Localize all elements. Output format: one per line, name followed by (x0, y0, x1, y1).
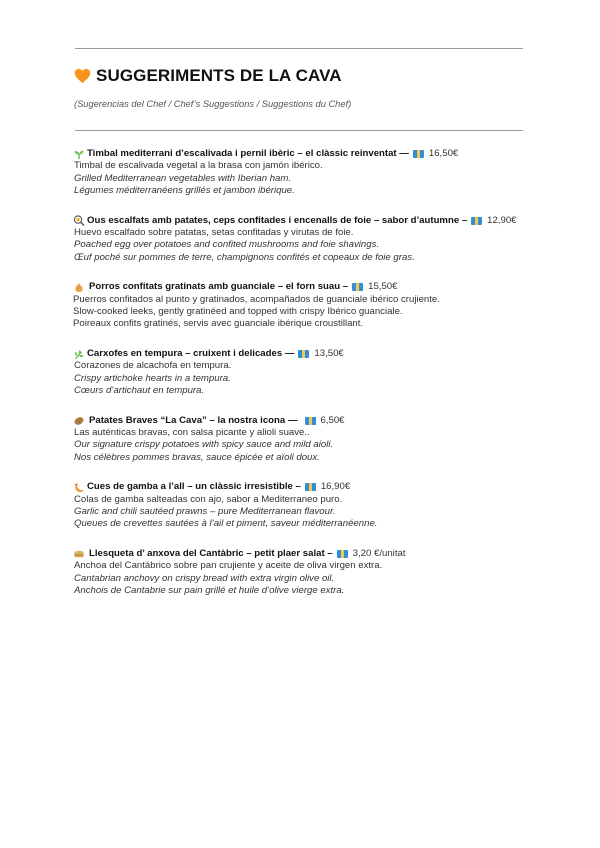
item-price: 15,50€ (352, 281, 397, 293)
euro-banknote-icon (305, 483, 316, 491)
euro-banknote-icon (352, 283, 363, 291)
item-description-es: Puerros confitados al punto y gratinados, acompañados de guanciale ibérico crujiente. (73, 293, 440, 305)
menu-item-title (73, 348, 593, 360)
menu-item (73, 281, 593, 331)
page-title (74, 66, 342, 86)
item-price: 12,90€ (471, 215, 516, 227)
item-description-fr: Légumes méditerranéens grillés et jambon ibérique. (74, 185, 295, 197)
euro-banknote-icon (413, 150, 424, 158)
frying-pan-egg-icon (73, 215, 85, 226)
item-name: Llesqueta d’ anxova del Cantàbric – petit plaer salat – (89, 547, 333, 559)
menu-item (73, 348, 593, 398)
sandwich-icon (73, 548, 85, 559)
item-description-es: Corazones de alcachofa en tempura. (74, 360, 232, 372)
item-description-en: Poached egg over potatoes and confited mushrooms and foie shavings. (74, 239, 380, 251)
menu-item (73, 215, 593, 265)
item-price: 16,50€ (413, 148, 458, 160)
item-description-en: Cantabrian anchovy on crispy bread with extra virgin olive oil. (74, 572, 335, 584)
item-price: 13,50€ (298, 348, 343, 360)
item-description-en: Grilled Mediterranean vegetables with Iberian ham. (74, 172, 292, 184)
onion-icon (73, 282, 85, 293)
item-description-fr: Poireaux confits gratinés, servis avec guanciale ibérique croustillant. (73, 318, 364, 330)
menu-item-title (73, 548, 593, 560)
item-name: Timbal mediterrani d’escalivada i pernil ibèric – el clàssic reinventat — (87, 148, 409, 159)
item-name: Ous escalfats amb patates, ceps confitades i encenalls de foie – sabor d’autumne – (87, 214, 468, 226)
item-name: Porros confitats gratinats amb guanciale – el forn suau – (89, 281, 349, 293)
item-description-es: Colas de gamba salteadas con ajo, sabor a Mediterraneo puro. (74, 493, 343, 505)
menu-item (73, 148, 593, 198)
top-divider (75, 48, 523, 49)
euro-banknote-icon (337, 550, 348, 558)
menu-item-title (73, 148, 593, 160)
menu-item-title (73, 281, 593, 293)
menu-item-title (73, 481, 593, 493)
menu-item-title (73, 415, 593, 427)
item-price: 6,50€ (305, 415, 345, 427)
orange-heart-icon (74, 68, 91, 84)
menu-item (73, 415, 593, 465)
menu-item (73, 481, 593, 531)
item-description-es: Huevo escalfado sobre patatas, setas confitadas y virutas de foie. (74, 227, 354, 239)
item-description-en: Our signature crispy potatoes with spicy sauce and mild aioli. (74, 439, 334, 451)
fried-shrimp-icon (73, 482, 85, 493)
item-description-fr: Nos célèbres pommes bravas, sauce épicée et aïoli doux. (74, 451, 320, 463)
item-price: 16,90€ (305, 481, 350, 493)
item-description-en: Garlic and chili sautéed prawns – pure Mediterranean flavour. (74, 505, 336, 517)
item-name: Carxofes en tempura – cruixent i delicades — (87, 347, 295, 359)
section-divider (75, 130, 523, 131)
item-description-en: Crispy artichoke hearts in a tempura. (74, 372, 231, 384)
seedling-icon (73, 149, 85, 160)
euro-banknote-icon (305, 417, 316, 425)
menu-item-title (73, 215, 593, 227)
item-description-en: Slow-cooked leeks, gently gratinéed and topped with crispy Ibérico guanciale. (73, 306, 403, 318)
item-description-fr: Queues de crevettes sautées à l’ail et piment, saveur méditerranéenne. (74, 518, 378, 530)
page-subtitle: (Sugerencias del Chef / Chef’s Suggestions / Suggestions du Chef) (74, 99, 352, 109)
item-price: 3,20 €/unitat (337, 548, 406, 560)
item-description-es: Timbal de escalivada vegetal a la brasa con jamón ibérico. (74, 160, 323, 172)
item-name: Cues de gamba a l’all – un clàssic irresistible – (87, 481, 301, 493)
menu-item (73, 548, 593, 598)
herb-icon (73, 349, 85, 360)
title-text: SUGGERIMENTS DE LA CAVA (96, 66, 342, 85)
euro-banknote-icon (471, 217, 482, 225)
potato-icon (73, 415, 85, 426)
item-description-fr: Œuf poché sur pommes de terre, champignons confités et copeaux de foie gras. (74, 251, 415, 263)
item-description-es: Las auténticas bravas, con salsa picante y alioli suave.. (74, 426, 310, 438)
item-description-es: Anchoa del Cantábrico sobre pan crujiente y aceite de oliva virgen extra. (74, 560, 383, 572)
item-name: Patates Braves “La Cava” – la nostra icona — (89, 414, 298, 426)
item-description-fr: Anchois de Cantabrie sur pain grillé et huile d’olive vierge extra. (74, 584, 345, 596)
item-description-fr: Cœurs d’artichaut en tempura. (74, 385, 205, 397)
menu-list (73, 148, 593, 614)
euro-banknote-icon (298, 350, 309, 358)
